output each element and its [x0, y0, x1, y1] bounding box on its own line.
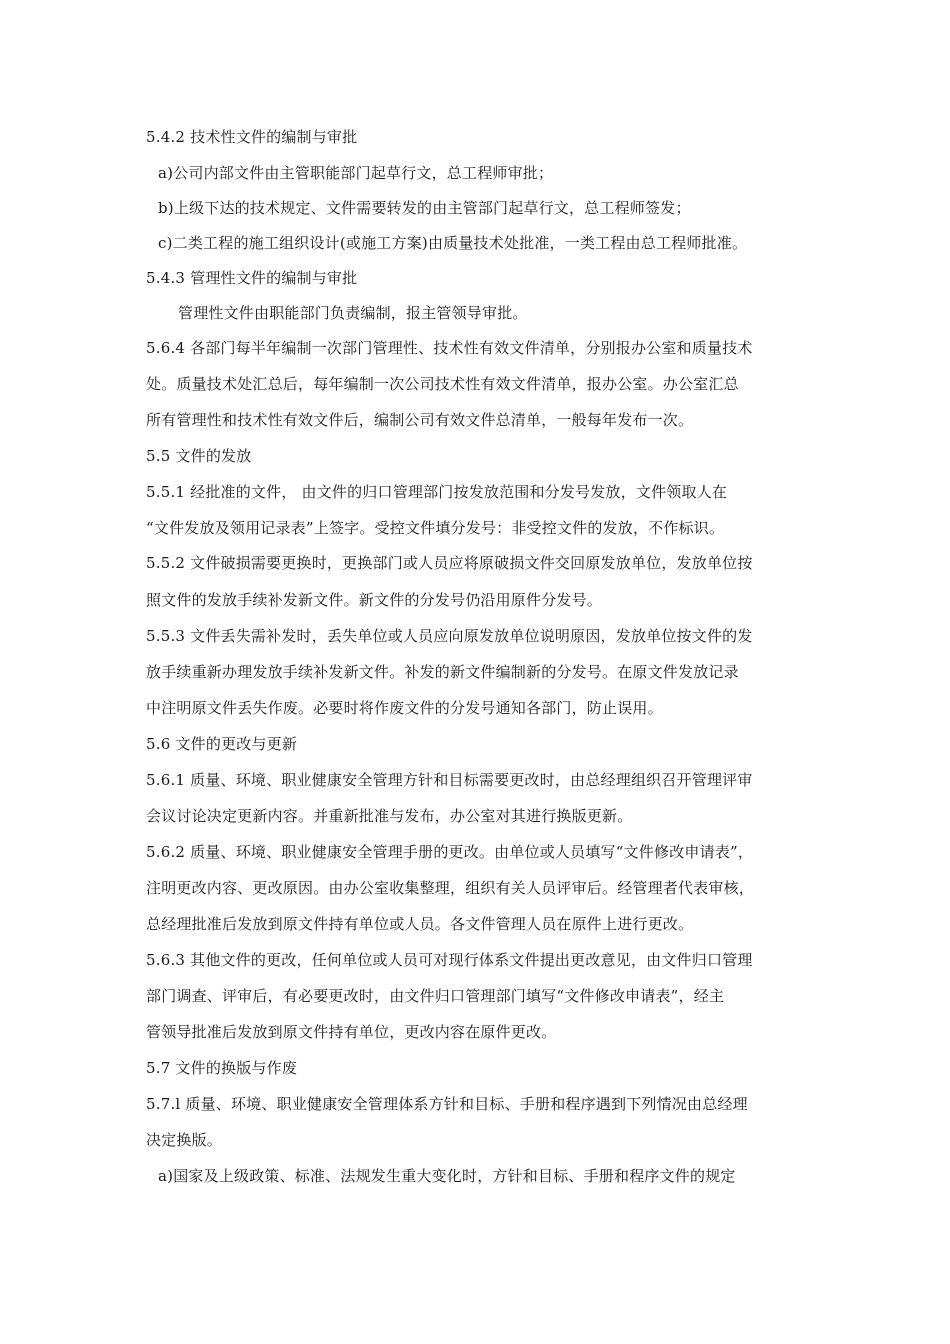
list-item-c: c)二类工程的施工组织设计(或施工方案)由质量技术处批准，一类工程由总工程师批准。 [158, 234, 748, 252]
heading-5-5: 5.5 文件的发放 [146, 447, 252, 465]
paragraph-line: 5.6.4 各部门每半年编制一次部门管理性、技术性有效文件清单，分别报办公室和质量技术 [146, 339, 753, 357]
paragraph-line: 决定换版。 [146, 1131, 223, 1149]
list-item-a: a)国家及上级政策、标准、法规发生重大变化时，方针和目标、手册和程序文件的规定 [158, 1167, 736, 1185]
paragraph-line: 中注明原文件丢失作废。必要时将作废文件的分发号通知各部门，防止误用。 [146, 699, 663, 717]
paragraph-line: 5.5.2 文件破损需要更换时，更换部门或人员应将原破损文件交回原发放单位，发放单位按 [146, 554, 753, 572]
paragraph-line: 5.7.l 质量、环境、职业健康安全管理体系方针和目标、手册和程序遇到下列情况由总经理 [146, 1095, 748, 1113]
list-item-b: b)上级下达的技术规定、文件需要转发的由主管部门起草行文，总工程师签发； [158, 199, 691, 217]
paragraph-line: 5.5.3 文件丢失需补发时，丢失单位或人员应向原发放单位说明原因，发放单位按文件的发 [146, 627, 753, 645]
heading-5-6: 5.6 文件的更改与更新 [146, 735, 298, 753]
paragraph-line: “文件发放及领用记录表”上签字。受控文件填分发号：非受控文件的发放，不作标识。 [146, 519, 725, 537]
list-item-a: a)公司内部文件由主管职能部门起草行文，总工程师审批； [158, 164, 554, 182]
paragraph-line: 管领导批准后发放到原文件持有单位，更改内容在原件更改。 [146, 1023, 557, 1041]
paragraph-line: 5.6.1 质量、环境、职业健康安全管理方针和目标需要更改时，由总经理组织召开管理评审 [146, 771, 753, 789]
heading-5-4-3: 5.4.3 管理性文件的编制与审批 [146, 269, 358, 287]
paragraph-line: 管理性文件由职能部门负责编制，报主管领导审批。 [178, 304, 528, 322]
paragraph-line: 5.6.2 质量、环境、职业健康安全管理手册的更改。由单位或人员填写“文件修改申请表”， [146, 843, 754, 861]
paragraph-line: 部门调查、评审后，有必要更改时，由文件归口管理部门填写“文件修改申请表”，经主 [146, 987, 725, 1005]
paragraph-line: 注明更改内容、更改原因。由办公室收集整理，组织有关人员评审后。经管理者代表审核， [146, 879, 755, 897]
paragraph-line: 会议讨论决定更新内容。并重新批准与发布，办公室对其进行换版更新。 [146, 807, 633, 825]
paragraph-line: 5.6.3 其他文件的更改，任何单位或人员可对现行体系文件提出更改意见，由文件归口管理 [146, 951, 753, 969]
heading-5-4-2: 5.4.2 技术性文件的编制与审批 [146, 128, 358, 146]
paragraph-line: 所有管理性和技术性有效文件后，编制公司有效文件总清单，一般每年发布一次。 [146, 411, 694, 429]
paragraph-line: 总经理批准后发放到原文件持有单位或人员。各文件管理人员在原件上进行更改。 [146, 915, 694, 933]
paragraph-line: 5.5.1 经批准的文件， 由文件的归口管理部门按发放范围和分发号发放，文件领取人在 [146, 483, 728, 501]
heading-5-7: 5.7 文件的换版与作废 [146, 1059, 298, 1077]
paragraph-line: 处。质量技术处汇总后，每年编制一次公司技术性有效文件清单，报办公室。办公室汇总 [146, 375, 739, 393]
paragraph-line: 照文件的发放手续补发新文件。新文件的分发号仍沿用原件分发号。 [146, 591, 603, 609]
paragraph-line: 放手续重新办理发放手续补发新文件。补发的新文件编制新的分发号。在原文件发放记录 [146, 663, 739, 681]
